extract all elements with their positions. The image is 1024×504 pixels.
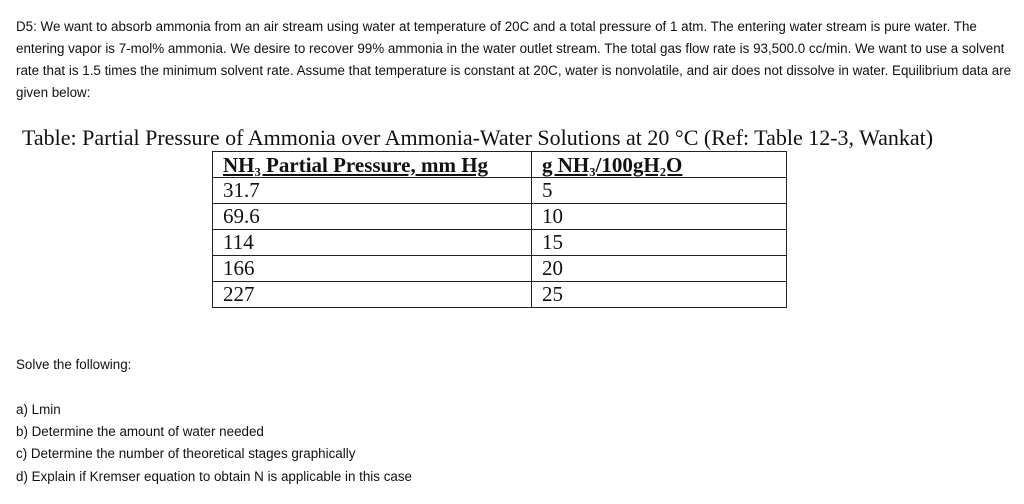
cell: 114 bbox=[213, 230, 532, 256]
table-row bbox=[213, 178, 787, 204]
header-label: g NH₃/100gH₂O bbox=[542, 152, 683, 177]
table-row bbox=[213, 282, 787, 308]
question-b: b) Determine the amount of water needed bbox=[16, 424, 264, 439]
cell: 20 bbox=[532, 256, 787, 282]
table-row bbox=[213, 204, 787, 230]
cell: 69.6 bbox=[213, 204, 532, 230]
table-row bbox=[213, 230, 787, 256]
cell: 31.7 bbox=[213, 178, 532, 204]
cell: 5 bbox=[532, 178, 787, 204]
cell: 166 bbox=[213, 256, 532, 282]
header-concentration bbox=[532, 152, 787, 178]
solve-label: Solve the following: bbox=[16, 357, 132, 372]
cell: 227 bbox=[213, 282, 532, 308]
question-a: a) Lmin bbox=[16, 402, 61, 417]
header-partial-pressure bbox=[213, 152, 532, 178]
table-row bbox=[213, 256, 787, 282]
equilibrium-table bbox=[212, 151, 787, 308]
question-c: c) Determine the number of theoretical stages graphically bbox=[16, 446, 356, 461]
cell: 25 bbox=[532, 282, 787, 308]
cell: 15 bbox=[532, 230, 787, 256]
question-d: d) Explain if Kremser equation to obtain N is applicable in this case bbox=[16, 469, 412, 484]
cell: 10 bbox=[532, 204, 787, 230]
table-title: Table: Partial Pressure of Ammonia over Ammonia-Water Solutions at 20 °C (Ref: Table 12-3, Wankat) bbox=[22, 125, 934, 150]
problem-statement: D5: We want to absorb ammonia from an air stream using water at temperature of 20C and a total pressure of 1 atm. The entering water stream is pure water. The entering vapor is 7-mol% ammonia. We desire to recover 99% ammonia in the water outlet stream. The total gas flow rate is 93,500.0 cc/min. We want to use a solvent rate that is 1.5 times the minimum solvent rate. Assume that temperature is constant at 20C, water is nonvolatile, and air does not dissolve in water. Equilibrium data are given below: bbox=[16, 19, 1012, 100]
header-label: NH₃ Partial Pressure, mm Hg bbox=[223, 152, 489, 177]
table-header-row bbox=[213, 152, 787, 178]
